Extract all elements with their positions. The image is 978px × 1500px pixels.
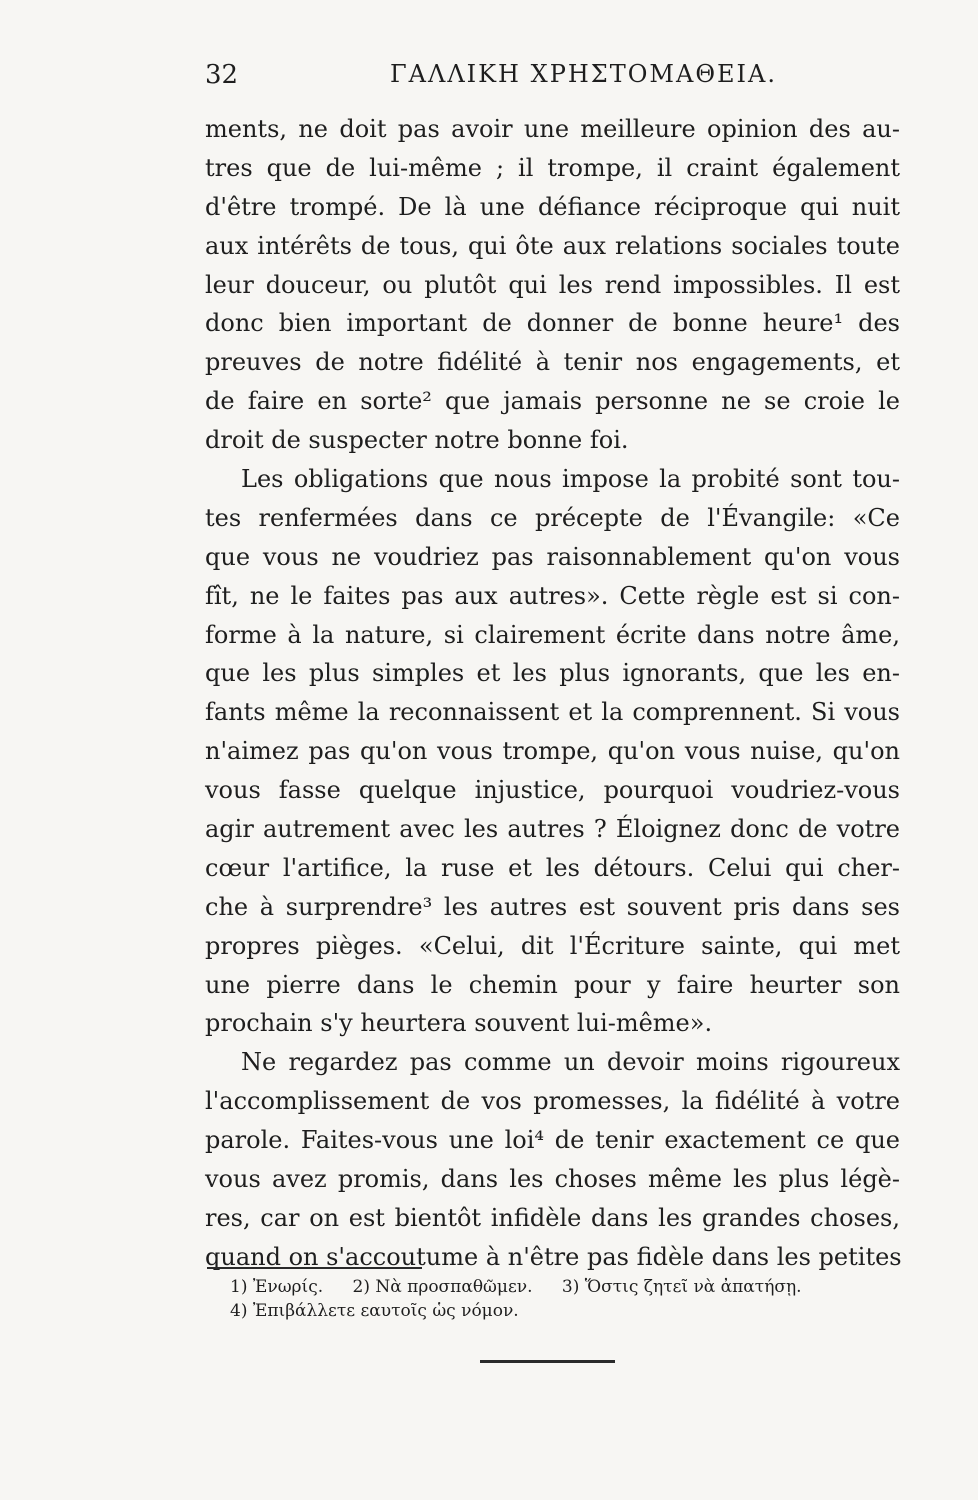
text-line: une pierre dans le chemin pour y faire heurter son: [205, 970, 900, 999]
text-line: parole. Faites-vous une loi⁴ de tenir exactement ce que: [205, 1126, 900, 1155]
text-line: que vous ne voudriez pas raisonnablement qu'on vous: [205, 542, 900, 571]
page-number: 32: [205, 60, 239, 90]
text-line: che à surprendre³ les autres est souvent pris dans ses: [205, 892, 900, 921]
footnote-4: 4) Ἐπιβάλλετε εαυτοῖς ὡς νόμον.: [230, 1301, 519, 1321]
text-line: d'être trompé. De là une défiance réciproque qui nuit: [205, 192, 900, 221]
footnotes: [230, 1275, 880, 1323]
paragraph-start-line: Les obligations que nous impose la probité sont tou-: [241, 465, 900, 494]
end-ornament-rule: [480, 1360, 615, 1363]
text-line: de faire en sorte² que jamais personne ne se croie le: [205, 387, 900, 416]
body-text: [205, 110, 900, 1277]
running-title: ΓΑΛΛΙΚΗ ΧΡΗΣΤΟΜΑΘΕΙΑ.: [390, 60, 777, 88]
text-line: prochain s'y heurtera souvent lui-même».: [205, 1009, 713, 1038]
text-line: que les plus simples et les plus ignorants, que les en-: [205, 659, 900, 688]
text-line: fît, ne le faites pas aux autres». Cette règle est si con-: [205, 581, 900, 610]
text-line: tes renfermées dans ce précepte de l'Évangile: «Ce: [205, 503, 900, 532]
text-line: ments, ne doit pas avoir une meilleure opinion des au-: [205, 115, 900, 143]
footnote-line: [230, 1275, 880, 1299]
text-line: forme à la nature, si clairement écrite dans notre âme,: [205, 620, 900, 649]
footnote-1: 1) Ἐνωρίς.: [230, 1277, 324, 1297]
paragraph-start-line: Ne regardez pas comme un devoir moins rigoureux: [241, 1048, 900, 1077]
text-line: preuves de notre fidélité à tenir nos engagements, et: [205, 348, 900, 377]
text-line: cœur l'artifice, la ruse et les détours. Celui qui cher-: [205, 853, 900, 882]
text-line: leur douceur, ou plutôt qui les rend impossibles. Il est: [205, 270, 900, 299]
text-line: fants même la reconnaissent et la comprennent. Si vous: [205, 698, 900, 727]
text-line: droit de suspecter notre bonne foi.: [205, 426, 629, 455]
page-header: [205, 60, 905, 100]
footnote-2: 2) Νὰ προσπαθῶμεν.: [352, 1277, 533, 1297]
text-line: tres que de lui-même ; il trompe, il craint également: [205, 153, 900, 182]
text-line: quand on s'accoutume à n'être pas fidèle dans les petites: [205, 1242, 902, 1271]
text-line: n'aimez pas qu'on vous trompe, qu'on vous nuise, qu'on: [205, 737, 900, 766]
text-line: agir autrement avec les autres ? Éloignez donc de votre: [205, 815, 900, 844]
footnote-3: 3) Ὅστις ζητεῖ νὰ ἀπατήσῃ.: [561, 1277, 802, 1297]
footnote-line: [230, 1299, 880, 1323]
text-line: vous avez promis, dans les choses même les plus légè-: [205, 1165, 900, 1194]
text-line: res, car on est bientôt infidèle dans les grandes choses,: [205, 1203, 900, 1232]
text-line: donc bien important de donner de bonne heure¹ des: [205, 309, 900, 338]
text-line: l'accomplissement de vos promesses, la fidélité à votre: [205, 1087, 900, 1116]
text-line: vous fasse quelque injustice, pourquoi voudriez-vous: [205, 776, 900, 805]
text-line: aux intérêts de tous, qui ôte aux relations sociales toute: [205, 231, 900, 260]
footnote-divider: [207, 1267, 422, 1269]
text-line: propres pièges. «Celui, dit l'Écriture sainte, qui met: [205, 931, 900, 960]
